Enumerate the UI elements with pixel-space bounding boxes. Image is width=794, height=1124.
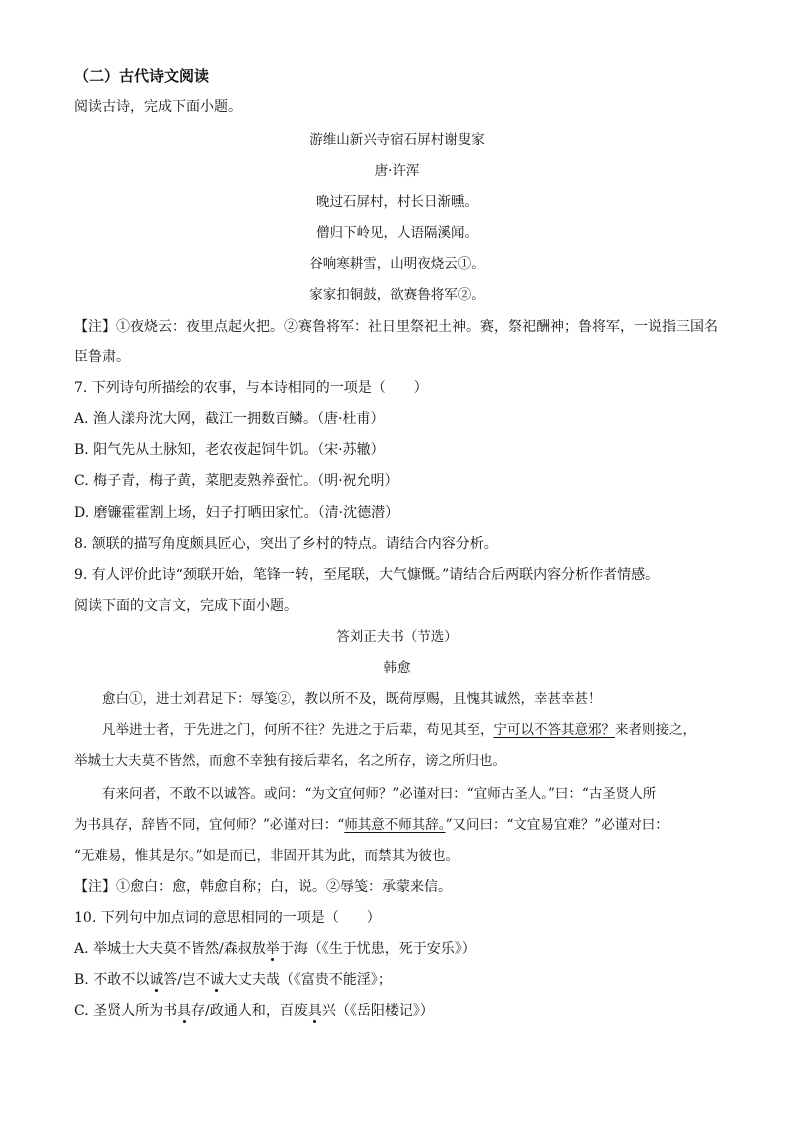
- prose-paragraph-1: 愈白①，进士刘君足下：辱笺②，教以所不及，既荷厚赐，且愧其诚然，幸甚幸甚！: [102, 691, 602, 707]
- poem-line: 僧归下岭见，人语隔溪闻。: [316, 225, 478, 241]
- poem-line: 谷响寒耕雪，山明夜烧云①。: [309, 256, 485, 272]
- option-text: 答/岂不: [163, 972, 210, 988]
- prose-paragraph-3-end: “无难易，惟其是尔。”如是而已，非固开其为此，而禁其为彼也。: [74, 848, 460, 864]
- q7-option-d[interactable]: D. 磨镰霍霍割上场，妇子打晒田家忙。（清·沈德潜）: [74, 505, 400, 521]
- dotted-word: 诚: [209, 972, 224, 988]
- prose-paragraph-3-cont: [74, 815, 669, 835]
- option-text: 举城士大夫莫不皆然/森叔敖: [93, 941, 266, 957]
- q7-option-a[interactable]: A. 渔人漾舟沈大网，截江一拥数百鳞。（唐·杜甫）: [74, 411, 385, 427]
- option-text: B. 不敢不以: [74, 972, 150, 988]
- dotted-word: 诚: [149, 972, 164, 988]
- option-text: 存/政通人和，百废: [191, 1003, 308, 1019]
- dotted-word: 举: [265, 941, 280, 957]
- dotted-word: 具: [307, 1003, 322, 1019]
- q10-option-b[interactable]: [74, 970, 392, 990]
- option-text: 大丈夫哉（《富贵不能淫》；: [223, 972, 392, 988]
- question-10-stem: 10. 下列句中加点词的意思相同的一项是（ ）: [74, 910, 381, 926]
- poem-line: 晚过石屏村，村长日渐曛。: [316, 194, 478, 210]
- prose-title: 答刘正夫书（节选）: [336, 629, 458, 645]
- prose-intro: 阅读下面的文言文，完成下面小题。: [74, 598, 298, 614]
- prose-text: 凡举进士者，于先进之门，何所不往？先进之于后辈，苟见其至，: [102, 722, 494, 738]
- poem-note: 【注】①夜烧云：夜里点起火把。②赛鲁将军：社日里祭祀土神。赛，祭祀酬神；鲁将军，一说指三国名: [74, 319, 718, 335]
- question-9: 9. 有人评价此诗“颈联开始，笔锋一转，至尾联，大气慷慨。”请结合后两联内容分析作者情感。: [74, 567, 660, 583]
- poem-note-cont: 臣鲁肃。: [74, 349, 130, 365]
- poem-intro: 阅读古诗，完成下面小题。: [74, 99, 242, 115]
- prose-text: 为书具存，辞皆不同，宜何师？”必谨对曰：“: [74, 817, 345, 833]
- question-8: 8. 颔联的描写角度颇具匠心，突出了乡村的特点。请结合内容分析。: [74, 536, 498, 552]
- underlined-sentence: 师其意不师其辞。: [344, 817, 446, 833]
- prose-note: 【注】①愈白：愈，韩愈自称；白，说。②辱笺：承蒙来信。: [74, 879, 452, 895]
- prose-paragraph-3: 有来问者，不敢不以诚答。或问：“为文宜何师？”必谨对曰：“宜师古圣人。”曰：“古圣贤人所: [102, 786, 657, 802]
- q7-option-c[interactable]: C. 梅子青，梅子黄，菜肥麦熟养蚕忙。（明·祝允明）: [74, 473, 399, 489]
- underlined-sentence: 宁可以不答其意邪？: [493, 722, 615, 738]
- option-prefix: A.: [74, 941, 94, 957]
- option-text: C. 圣贤人所为书: [74, 1003, 178, 1019]
- option-text: 于海（《生于忧患，死于安乐》）: [279, 941, 476, 957]
- prose-text: ”又问曰：“文宜易宜难？”必谨对曰：: [445, 817, 669, 833]
- prose-text: 来者则接之，: [615, 722, 696, 738]
- question-7-stem: 7. 下列诗句所描绘的农事，与本诗相同的一项是（ ）: [74, 380, 428, 396]
- dotted-word: 具: [177, 1003, 192, 1019]
- q7-option-b[interactable]: B. 阳气先从土脉知，老农夜起饲牛饥。（宋·苏辙）: [74, 442, 385, 458]
- prose-paragraph-2-cont: 举城士大夫莫不皆然，而愈不幸独有接后辈名，名之所存，谤之所归也。: [74, 753, 506, 769]
- section-title: （二）古代诗文阅读: [74, 67, 210, 85]
- option-text: 兴（《岳阳楼记》）: [321, 1003, 434, 1019]
- poem-author: 唐·许浑: [374, 163, 420, 179]
- poem-title: 游维山新兴寺宿石屏村谢叟家: [309, 132, 485, 148]
- poem-line: 家家扣铜鼓，欲赛鲁将军②。: [309, 287, 485, 303]
- prose-author: 韩愈: [383, 660, 411, 676]
- q10-option-c[interactable]: [74, 1001, 434, 1021]
- q10-option-a[interactable]: [74, 939, 476, 959]
- prose-paragraph-2: [102, 720, 696, 740]
